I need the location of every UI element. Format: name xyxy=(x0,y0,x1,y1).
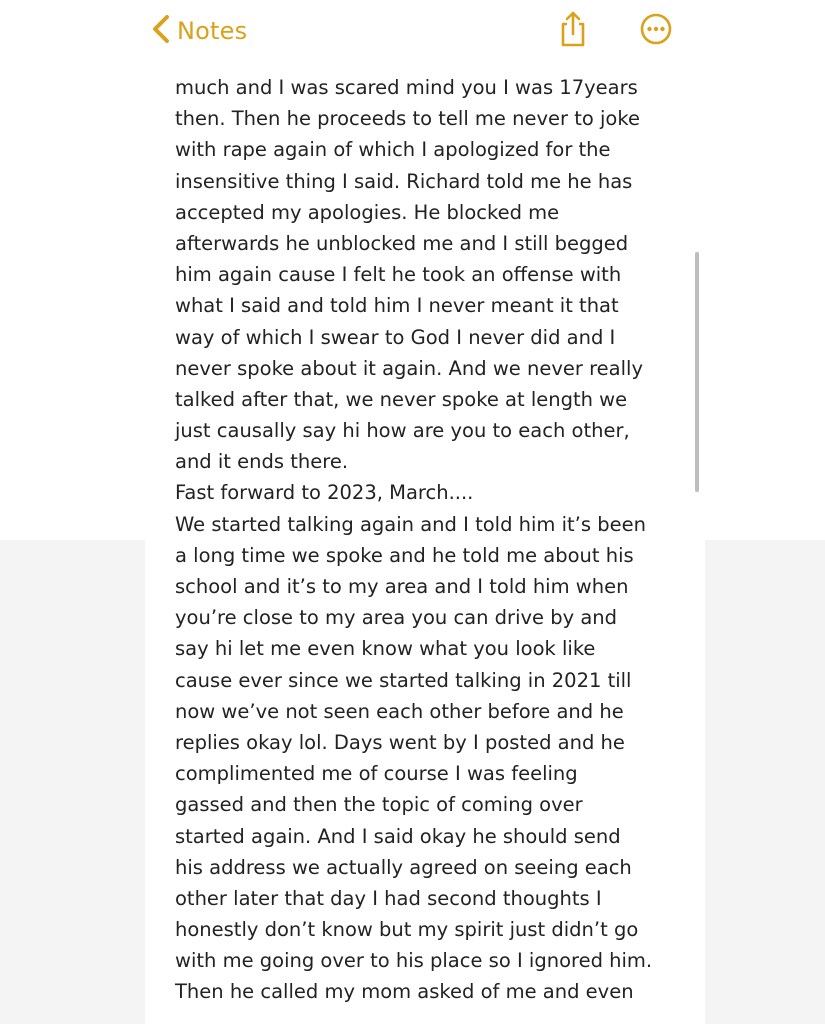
note-line: insensitive thing I said. Richard told me he has xyxy=(175,169,633,193)
note-line: way of which I swear to God I never did and I xyxy=(175,325,616,349)
note-line: school and it’s to my area and I told him when xyxy=(175,575,629,598)
share-button[interactable] xyxy=(558,10,588,52)
note-line: afterwards he unblocked me and I still begged xyxy=(175,231,629,255)
note-line: and it ends there. xyxy=(175,450,349,474)
note-line: just causally say hi how are you to each other, xyxy=(175,419,630,443)
chevron-left-icon xyxy=(151,14,171,48)
note-line: much and I was scared mind you I was 17years xyxy=(175,76,638,99)
note-line: him again cause I felt he took an offense with xyxy=(175,263,622,287)
note-line: We started talking again and I told him it’s been xyxy=(175,512,646,536)
note-line: complimented me of course I was feeling xyxy=(175,762,578,786)
note-line: accepted my apologies. He blocked me xyxy=(175,200,560,224)
note-line: a long time we spoke and he told me about his xyxy=(175,543,634,567)
back-button-label: Notes xyxy=(177,17,248,45)
navigation-bar xyxy=(145,0,705,70)
note-line: cause ever since we started talking in 2021 till xyxy=(175,668,632,692)
note-line: started again. And I said okay he should send xyxy=(175,824,621,848)
note-text-area[interactable] xyxy=(175,72,685,1008)
note-line: with rape again of which I apologized for the xyxy=(175,138,611,162)
note-line: gassed and then the topic of coming over xyxy=(175,793,583,817)
note-line: honestly don’t know but my spirit just didn’t go xyxy=(175,918,639,942)
notes-screen xyxy=(145,0,705,1024)
note-line: say hi let me even know what you look like xyxy=(175,637,596,661)
note-line: you’re close to my area you can drive by and xyxy=(175,606,618,630)
ellipsis-circle-icon xyxy=(639,31,673,50)
note-line: with me going over to his place so I ignored him. xyxy=(175,949,653,973)
back-button[interactable] xyxy=(151,14,247,48)
note-line: never spoke about it again. And we never really xyxy=(175,356,643,380)
note-line: then. Then he proceeds to tell me never to joke xyxy=(175,107,640,131)
background-panel-left xyxy=(0,540,150,1024)
note-line: talked after that, we never spoke at length we xyxy=(175,387,628,411)
more-options-button[interactable] xyxy=(639,12,673,50)
note-line: what I said and told him I never meant it that xyxy=(175,294,619,318)
note-line: now we’ve not seen each other before and he xyxy=(175,699,624,723)
share-icon xyxy=(558,33,588,52)
note-line: his address we actually agreed on seeing each xyxy=(175,855,632,879)
note-line: Fast forward to 2023, March.... xyxy=(175,481,474,505)
note-line: replies okay lol. Days went by I posted and he xyxy=(175,730,625,754)
note-line: Then he called my mom asked of me and even xyxy=(175,980,634,1004)
note-line: other later that day I had second thoughts I xyxy=(175,886,602,910)
scrollbar[interactable] xyxy=(695,252,699,492)
